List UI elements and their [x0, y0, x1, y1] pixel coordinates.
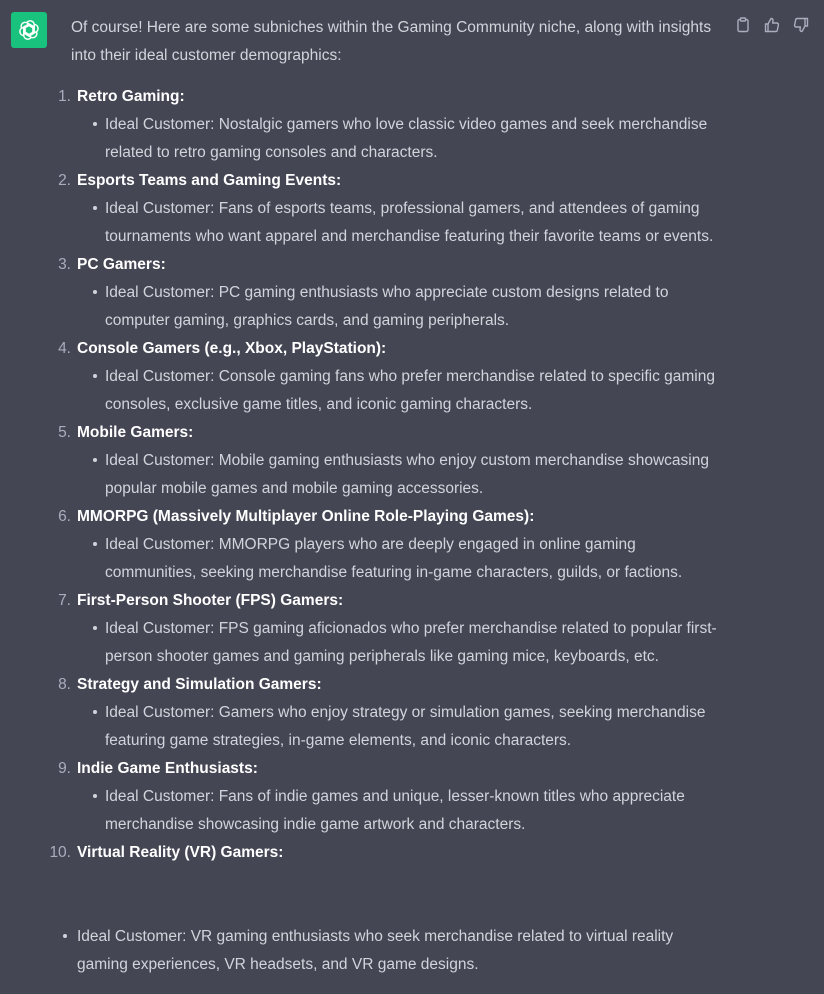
thumbs-up-icon	[764, 17, 780, 33]
item-title: Esports Teams and Gaming Events:	[77, 172, 342, 189]
list-item	[58, 419, 731, 503]
clipboard-icon	[735, 17, 751, 33]
list-item	[58, 83, 731, 167]
assistant-message	[49, 14, 731, 867]
item-number: 7.	[58, 592, 71, 609]
openai-logo-icon	[17, 18, 41, 42]
item-number: 8.	[58, 676, 71, 693]
item-number: 3.	[58, 256, 71, 273]
thumbs-down-icon	[793, 17, 809, 33]
item-detail: Ideal Customer: PC gaming enthusiasts who appreciate custom designs related to computer gaming, graphics cards, and gaming peripherals.	[105, 279, 731, 335]
item-detail: Ideal Customer: Mobile gaming enthusiasts who enjoy custom merchandise showcasing popular mobile games and mobile gaming accessories.	[105, 447, 731, 503]
item-title: First-Person Shooter (FPS) Gamers:	[77, 592, 344, 609]
assistant-avatar	[11, 12, 47, 48]
item-detail: Ideal Customer: Nostalgic gamers who love classic video games and seek merchandise related to retro gaming consoles and characters.	[105, 111, 731, 167]
list-item	[58, 755, 731, 839]
message-intro: Of course! Here are some subniches within the Gaming Community niche, along with insights into their ideal customer demographics:	[71, 19, 712, 64]
item-title: Strategy and Simulation Gamers:	[77, 676, 322, 693]
item-title: Virtual Reality (VR) Gamers:	[77, 844, 284, 861]
item-title: PC Gamers:	[77, 256, 166, 273]
item-detail: Ideal Customer: Fans of esports teams, professional gamers, and attendees of gaming tournaments who want apparel and merchandise featuring their favorite teams or events.	[105, 195, 731, 251]
list-item	[58, 671, 731, 755]
item-number: 10.	[49, 844, 71, 861]
item-number: 5.	[58, 424, 71, 441]
item-number: 4.	[58, 340, 71, 357]
list-item	[58, 587, 731, 671]
item-number: 2.	[58, 172, 71, 189]
item-detail: Ideal Customer: Gamers who enjoy strategy or simulation games, seeking merchandise featuring game strategies, in-game elements, and iconic characters.	[105, 699, 731, 755]
item-detail: Ideal Customer: Console gaming fans who prefer merchandise related to specific gaming consoles, exclusive game titles, and iconic gaming characters.	[105, 363, 731, 419]
item-title: MMORPG (Massively Multiplayer Online Role-Playing Games):	[77, 508, 535, 525]
thumbs-down-button[interactable]	[793, 17, 809, 33]
list-item	[58, 335, 731, 419]
item-detail: Ideal Customer: MMORPG players who are deeply engaged in online gaming communities, seeking merchandise featuring in-game characters, guilds, or factions.	[105, 531, 731, 587]
tail-detail: Ideal Customer: VR gaming enthusiasts who seek merchandise related to virtual reality gaming experiences, VR headsets, and VR game designs.	[77, 923, 717, 979]
list-item	[58, 167, 731, 251]
item-number: 1.	[58, 88, 71, 105]
subniche-list	[49, 83, 731, 867]
item-detail: Ideal Customer: Fans of indie games and unique, lesser-known titles who appreciate merchandise showcasing indie game artwork and characters.	[105, 783, 731, 839]
list-item	[58, 251, 731, 335]
item-title: Indie Game Enthusiasts:	[77, 760, 258, 777]
item-title: Mobile Gamers:	[77, 424, 194, 441]
message-actions	[735, 17, 809, 33]
item-number: 9.	[58, 760, 71, 777]
list-item	[49, 839, 731, 867]
item-number: 6.	[58, 508, 71, 525]
thumbs-up-button[interactable]	[764, 17, 780, 33]
item-title: Retro Gaming:	[77, 88, 185, 105]
item-detail: Ideal Customer: FPS gaming aficionados who prefer merchandise related to popular first-person shooter games and gaming peripherals like gaming mice, keyboards, etc.	[105, 615, 731, 671]
list-item	[58, 503, 731, 587]
item-title: Console Gamers (e.g., Xbox, PlayStation):	[77, 340, 387, 357]
copy-button[interactable]	[735, 17, 751, 33]
